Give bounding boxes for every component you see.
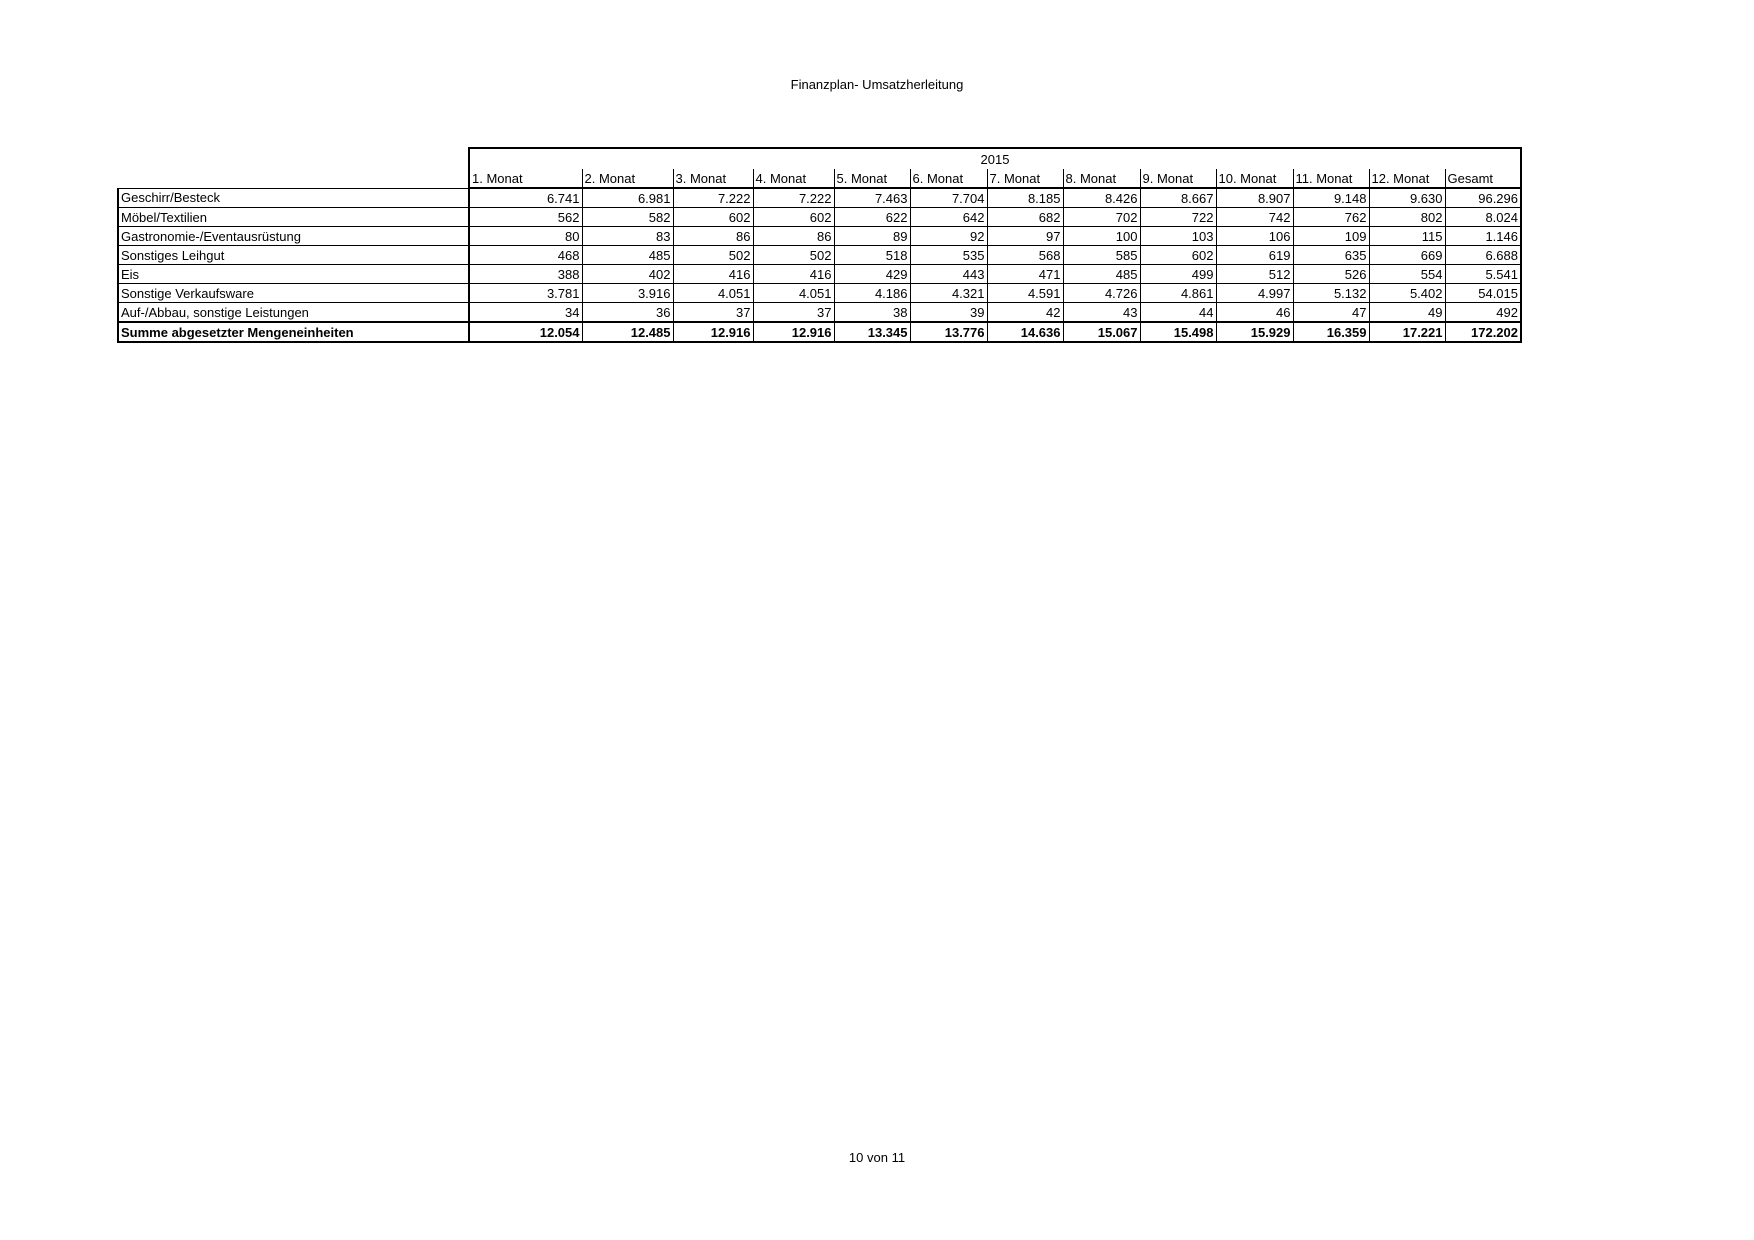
value-cell: 471 <box>987 265 1063 284</box>
value-cell: 8.667 <box>1140 188 1216 208</box>
value-cell: 4.051 <box>673 284 753 303</box>
column-header: 12. Monat <box>1369 169 1445 188</box>
value-cell: 42 <box>987 303 1063 323</box>
year-header-row <box>118 148 1521 169</box>
value-cell: 13.345 <box>834 322 910 342</box>
value-cell: 86 <box>673 227 753 246</box>
value-cell: 86 <box>753 227 834 246</box>
value-cell: 44 <box>1140 303 1216 323</box>
value-cell: 49 <box>1369 303 1445 323</box>
value-cell: 9.630 <box>1369 188 1445 208</box>
value-cell: 485 <box>1063 265 1140 284</box>
value-cell: 669 <box>1369 246 1445 265</box>
value-cell: 5.402 <box>1369 284 1445 303</box>
value-cell: 6.981 <box>582 188 673 208</box>
total-cell: 54.015 <box>1445 284 1521 303</box>
table-row <box>118 246 1521 265</box>
column-header: 9. Monat <box>1140 169 1216 188</box>
value-cell: 619 <box>1216 246 1293 265</box>
year-header: 2015 <box>469 148 1521 169</box>
value-cell: 14.636 <box>987 322 1063 342</box>
value-cell: 38 <box>834 303 910 323</box>
value-cell: 4.997 <box>1216 284 1293 303</box>
column-header: 4. Monat <box>753 169 834 188</box>
value-cell: 388 <box>469 265 582 284</box>
value-cell: 622 <box>834 208 910 227</box>
total-row-label: Summe abgesetzter Mengeneinheiten <box>118 322 469 342</box>
value-cell: 429 <box>834 265 910 284</box>
value-cell: 13.776 <box>910 322 987 342</box>
month-header-row <box>118 169 1521 188</box>
value-cell: 106 <box>1216 227 1293 246</box>
table-row <box>118 284 1521 303</box>
value-cell: 7.222 <box>753 188 834 208</box>
value-cell: 46 <box>1216 303 1293 323</box>
column-header: 2. Monat <box>582 169 673 188</box>
value-cell: 4.321 <box>910 284 987 303</box>
column-header: 11. Monat <box>1293 169 1369 188</box>
value-cell: 7.704 <box>910 188 987 208</box>
value-cell: 562 <box>469 208 582 227</box>
value-cell: 83 <box>582 227 673 246</box>
value-cell: 502 <box>673 246 753 265</box>
value-cell: 89 <box>834 227 910 246</box>
value-cell: 762 <box>1293 208 1369 227</box>
table-body <box>118 188 1521 342</box>
column-header-total: Gesamt <box>1445 169 1521 188</box>
header-label-spacer <box>118 169 469 188</box>
row-label: Geschirr/Besteck <box>118 188 469 208</box>
value-cell: 512 <box>1216 265 1293 284</box>
column-header: 6. Monat <box>910 169 987 188</box>
value-cell: 12.485 <box>582 322 673 342</box>
value-cell: 416 <box>753 265 834 284</box>
column-header: 1. Monat <box>469 169 582 188</box>
value-cell: 554 <box>1369 265 1445 284</box>
value-cell: 100 <box>1063 227 1140 246</box>
value-cell: 39 <box>910 303 987 323</box>
column-header: 7. Monat <box>987 169 1063 188</box>
total-cell: 96.296 <box>1445 188 1521 208</box>
page-number: 10 von 11 <box>848 1150 906 1165</box>
table-row <box>118 227 1521 246</box>
value-cell: 43 <box>1063 303 1140 323</box>
value-cell: 582 <box>582 208 673 227</box>
row-label: Auf-/Abbau, sonstige Leistungen <box>118 303 469 323</box>
value-cell: 15.498 <box>1140 322 1216 342</box>
value-cell: 499 <box>1140 265 1216 284</box>
value-cell: 7.222 <box>673 188 753 208</box>
row-label: Sonstige Verkaufsware <box>118 284 469 303</box>
table-row <box>118 265 1521 284</box>
value-cell: 702 <box>1063 208 1140 227</box>
value-cell: 485 <box>582 246 673 265</box>
header-spacer <box>118 148 469 169</box>
row-label: Möbel/Textilien <box>118 208 469 227</box>
value-cell: 97 <box>987 227 1063 246</box>
value-cell: 722 <box>1140 208 1216 227</box>
table-row <box>118 188 1521 208</box>
value-cell: 802 <box>1369 208 1445 227</box>
value-cell: 37 <box>753 303 834 323</box>
value-cell: 15.929 <box>1216 322 1293 342</box>
value-cell: 443 <box>910 265 987 284</box>
row-label: Eis <box>118 265 469 284</box>
value-cell: 502 <box>753 246 834 265</box>
value-cell: 3.781 <box>469 284 582 303</box>
column-header: 5. Monat <box>834 169 910 188</box>
row-label: Gastronomie-/Eventausrüstung <box>118 227 469 246</box>
total-cell: 1.146 <box>1445 227 1521 246</box>
value-cell: 7.463 <box>834 188 910 208</box>
value-cell: 682 <box>987 208 1063 227</box>
value-cell: 535 <box>910 246 987 265</box>
total-cell: 8.024 <box>1445 208 1521 227</box>
total-cell: 5.541 <box>1445 265 1521 284</box>
column-header: 10. Monat <box>1216 169 1293 188</box>
value-cell: 115 <box>1369 227 1445 246</box>
value-cell: 8.185 <box>987 188 1063 208</box>
value-cell: 47 <box>1293 303 1369 323</box>
value-cell: 8.426 <box>1063 188 1140 208</box>
value-cell: 17.221 <box>1369 322 1445 342</box>
sales-table-container <box>117 147 1522 343</box>
value-cell: 15.067 <box>1063 322 1140 342</box>
value-cell: 4.051 <box>753 284 834 303</box>
value-cell: 602 <box>673 208 753 227</box>
value-cell: 585 <box>1063 246 1140 265</box>
total-cell: 492 <box>1445 303 1521 323</box>
value-cell: 4.591 <box>987 284 1063 303</box>
table-row <box>118 303 1521 323</box>
value-cell: 36 <box>582 303 673 323</box>
value-cell: 642 <box>910 208 987 227</box>
value-cell: 416 <box>673 265 753 284</box>
value-cell: 34 <box>469 303 582 323</box>
total-cell: 172.202 <box>1445 322 1521 342</box>
document-title: Finanzplan- Umsatzherleitung <box>790 77 964 92</box>
value-cell: 518 <box>834 246 910 265</box>
value-cell: 12.916 <box>673 322 753 342</box>
value-cell: 602 <box>753 208 834 227</box>
value-cell: 568 <box>987 246 1063 265</box>
value-cell: 12.054 <box>469 322 582 342</box>
table-row <box>118 208 1521 227</box>
value-cell: 402 <box>582 265 673 284</box>
value-cell: 468 <box>469 246 582 265</box>
value-cell: 4.861 <box>1140 284 1216 303</box>
value-cell: 109 <box>1293 227 1369 246</box>
value-cell: 8.907 <box>1216 188 1293 208</box>
value-cell: 742 <box>1216 208 1293 227</box>
column-header: 8. Monat <box>1063 169 1140 188</box>
value-cell: 635 <box>1293 246 1369 265</box>
value-cell: 526 <box>1293 265 1369 284</box>
value-cell: 9.148 <box>1293 188 1369 208</box>
total-row <box>118 322 1521 342</box>
value-cell: 4.726 <box>1063 284 1140 303</box>
sales-derivation-table <box>117 147 1522 343</box>
value-cell: 80 <box>469 227 582 246</box>
value-cell: 37 <box>673 303 753 323</box>
value-cell: 3.916 <box>582 284 673 303</box>
value-cell: 16.359 <box>1293 322 1369 342</box>
value-cell: 602 <box>1140 246 1216 265</box>
value-cell: 103 <box>1140 227 1216 246</box>
row-label: Sonstiges Leihgut <box>118 246 469 265</box>
value-cell: 12.916 <box>753 322 834 342</box>
value-cell: 5.132 <box>1293 284 1369 303</box>
total-cell: 6.688 <box>1445 246 1521 265</box>
column-header: 3. Monat <box>673 169 753 188</box>
value-cell: 4.186 <box>834 284 910 303</box>
value-cell: 6.741 <box>469 188 582 208</box>
value-cell: 92 <box>910 227 987 246</box>
